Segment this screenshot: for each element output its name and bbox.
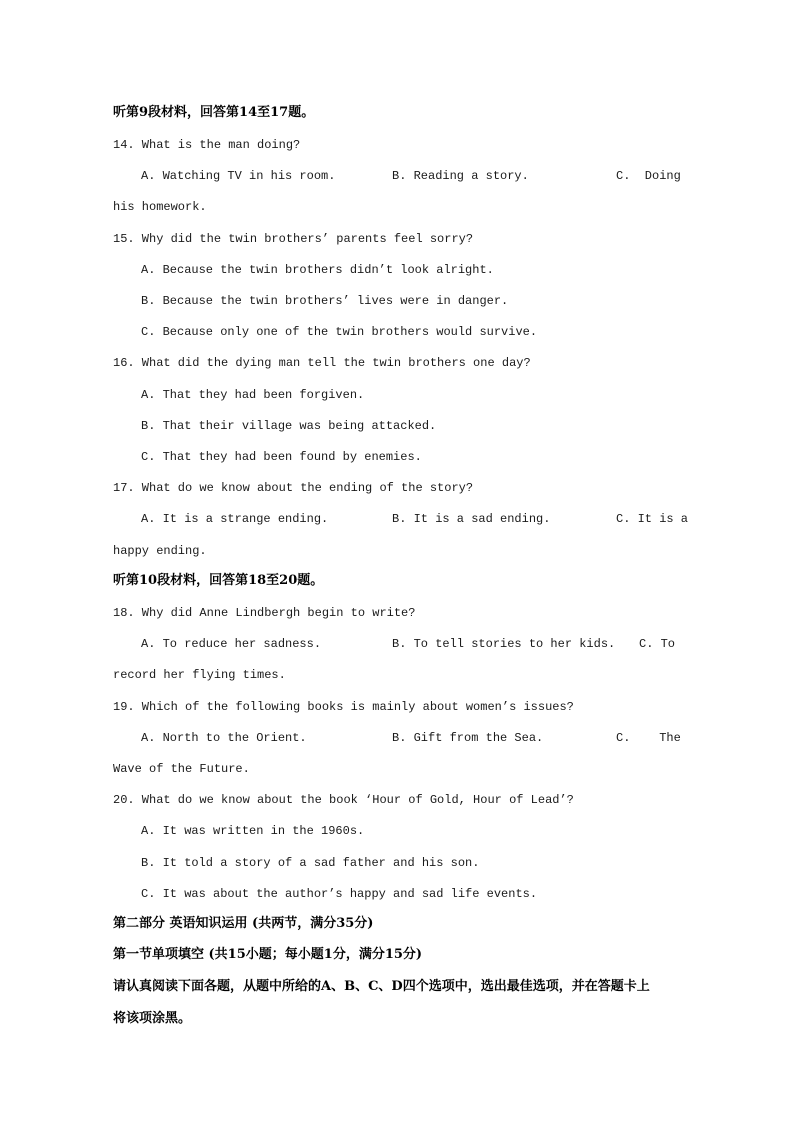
q20-option-a: A. It was written in the 1960s.	[141, 824, 365, 838]
q19-option-b: B. Gift from the Sea.	[392, 731, 544, 745]
q18-option-a: A. To reduce her sadness.	[141, 637, 322, 651]
question-20-stem: 20. What do we know about the book ‘Hour of Gold, Hour of Lead’?	[113, 793, 574, 807]
part-two-heading: 第二部分 英语知识运用 (共两节，满分35分)	[113, 916, 374, 931]
question-19-stem: 19. Which of the following books is mainly about women’s issues?	[113, 700, 574, 714]
q19-option-a: A. North to the Orient.	[141, 731, 307, 745]
section-heading-10: 听第10段材料，回答第18至20题。	[113, 573, 324, 588]
question-17-stem: 17. What do we know about the ending of the story?	[113, 481, 474, 495]
instructions-line-2: 将该项涂黑。	[113, 1011, 192, 1026]
q17-option-c-continued: happy ending.	[113, 544, 207, 558]
q17-option-c: C. It is a	[616, 512, 689, 526]
q19-option-c-continued: Wave of the Future.	[113, 762, 250, 776]
q17-option-b: B. It is a sad ending.	[392, 512, 551, 526]
q15-option-b: B. Because the twin brothers’ lives were in danger.	[141, 294, 509, 308]
q17-option-a: A. It is a strange ending.	[141, 512, 329, 526]
question-15-stem: 15. Why did the twin brothers’ parents feel sorry?	[113, 232, 474, 246]
q16-option-c: C. That they had been found by enemies.	[141, 450, 422, 464]
q16-option-a: A. That they had been forgiven.	[141, 388, 365, 402]
q18-option-c: C. To	[639, 637, 676, 651]
q20-option-c: C. It was about the author’s happy and sad life events.	[141, 887, 538, 901]
q20-option-b: B. It told a story of a sad father and his son.	[141, 856, 480, 870]
q14-option-c-continued: his homework.	[113, 200, 207, 214]
question-16-stem: 16. What did the dying man tell the twin brothers one day?	[113, 356, 531, 370]
q15-option-c: C. Because only one of the twin brothers would survive.	[141, 325, 538, 339]
section-one-heading: 第一节单项填空 (共15小题；每小题1分，满分15分)	[113, 947, 423, 962]
q19-option-c: C. The	[616, 731, 681, 745]
q15-option-a: A. Because the twin brothers didn’t look alright.	[141, 263, 494, 277]
q14-option-c: C. Doing	[616, 169, 681, 183]
q18-option-b: B. To tell stories to her kids.	[392, 637, 616, 651]
question-18-stem: 18. Why did Anne Lindbergh begin to write?	[113, 606, 416, 620]
question-14-stem: 14. What is the man doing?	[113, 138, 301, 152]
instructions-line-1: 请认真阅读下面各题，从题中所给的A、B、C、D四个选项中，选出最佳选项，并在答题卡上	[113, 979, 650, 994]
section-heading-9: 听第9段材料，回答第14至17题。	[113, 105, 315, 120]
q16-option-b: B. That their village was being attacked.	[141, 419, 437, 433]
q14-option-a: A. Watching TV in his room.	[141, 169, 336, 183]
q14-option-b: B. Reading a story.	[392, 169, 529, 183]
q18-option-c-continued: record her flying times.	[113, 668, 286, 682]
